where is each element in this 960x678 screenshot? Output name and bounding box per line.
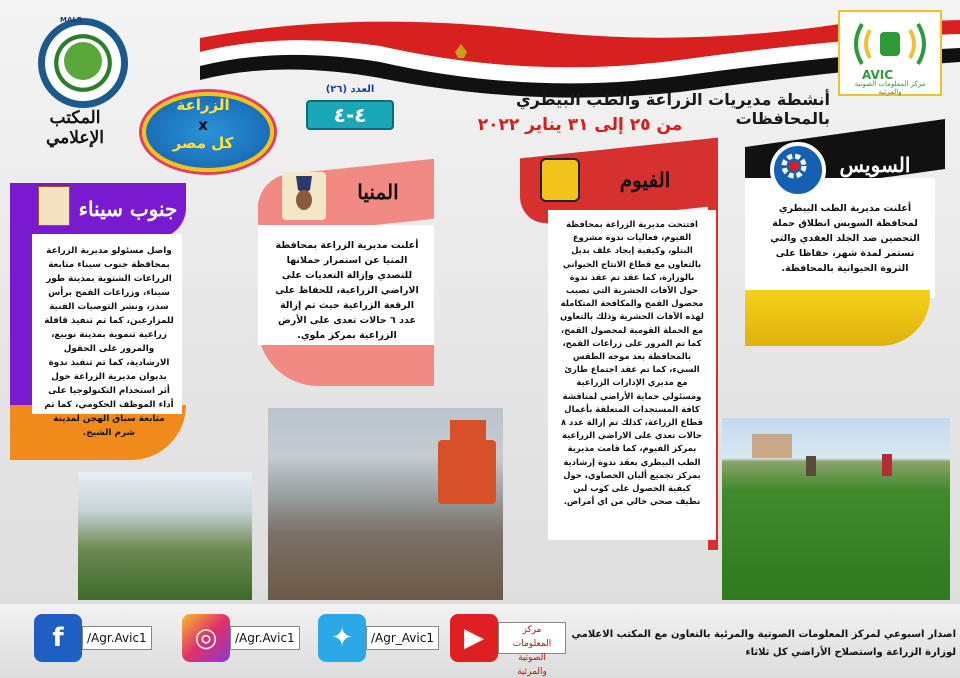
minya-card-text: أعلنت مديرية الزراعة بمحافظة المنيا عن استمرار حملاتها للتصدي وإزالة التعديات على الاراضي الزراعية، للحفاظ على الرقعة الزراعية حيث تم إزالة عدد ٦ حالات تعدى على الأرض الزراعية بمركز ملوي. xyxy=(266,232,428,322)
media-office-label: المكتب الإعلامي xyxy=(46,108,104,148)
sinai-greenhouse-photo xyxy=(78,472,252,600)
facebook-icon[interactable]: f xyxy=(34,614,82,662)
avic-caption: مركز المعلومات الصوتية والمرئية xyxy=(854,80,926,96)
twitter-handle[interactable]: /Agr_Avic1 xyxy=(366,626,439,650)
youtube-icon[interactable]: ▶ xyxy=(450,614,498,662)
fayoum-emblem-icon xyxy=(540,158,580,202)
bulldozer xyxy=(438,440,496,504)
date-range: من ٢٥ إلى ٣١ يناير ٢٠٢٢ xyxy=(477,115,683,135)
suez-card-text: أعلنت مديرية الطب البيطري لمحافظة السويس انطلاق حملة التحصين ضد الجلد العقدي والتي تستمر لمدة شهر، حفاظا على الثروة الحيوانية بالمحافظة. xyxy=(770,203,920,274)
instagram-handle[interactable]: /Agr.Avic1 xyxy=(230,626,300,650)
fayoum-card-title: الفيوم xyxy=(619,168,671,192)
slogan-line-1: الزراعة xyxy=(176,96,230,114)
nefertiti-emblem-icon xyxy=(282,172,326,220)
fayoum-card-text: افتتحت مديرية الزراعة بمحافظة الفيوم، فعاليات ندوة مشروع البتلو، وكيفية إيجاد علف بديل بالتعاون مع قطاع الانتاج الحيواني بالوزارة، كما عقد تم عقد ندوة حول الآفات الحشرية التي تصيب محصول القمح والمكافحة المتكاملة لهذه الآفات الحشرية وذلك بالتعاون مع الحملة القومية لمحصول القمح، كما تم المرور على زراعات القمح، بالمحافظة بعد موجه الطقس السيء، كما تم عقد اجتماع طارئ مع مديري الإدارات الزراعية ومسئولي حماية الأراضي لمناقشة كافة المستجدات المتعلقة بأعمال قطاع الزراعة، كذلك تم إزالة عدد ٨ حالات تعدي على الاراضي الزراعية بمركز الفيوم، كما قامت مديرية الطب البيطري بعقد ندوة إرشادية بمركز تجميع ألبان الحصاوي، حول كيفية الحصول على كوب لبن نظيف صحي خالي من اي أمراض. xyxy=(552,212,712,537)
slogan-line-2: x xyxy=(198,116,208,134)
suez-card-title: السويس xyxy=(839,153,911,177)
issue-label: العدد (٢٦) xyxy=(325,84,375,95)
facebook-handle[interactable]: /Agr.Avic1 xyxy=(82,626,152,650)
sinai-card-text: واصل مسئولو مديرية الزراعة بمحافظة جنوب سيناء متابعة الزراعات الشتوية بمدينة طور سيناء، وزراعات القمح برأس سدر، ونشر التوصيات الفنية للمزارعين، كما تم تنفيذ قافلة زراعية تنموية بمدينة نويبع، والمرور على الحقول الارشادية، كما تم تنفيذ ندوة بديوان مديرية الزراعة حول أثر استخدام التكنولوجيا على أداء الموظف الحكومي، كما تم متابعة سباق الهجن لمدينة شرم الشيخ. xyxy=(36,238,182,413)
publication-note: اصدار اسبوعي لمركز المعلومات الصوتية والمرئية بالتعاون مع المكتب الاعلامي لوزارة الزراعة واستصلاح الأراضي كل ثلاثاء xyxy=(571,629,956,658)
broadcast-icon xyxy=(840,12,940,72)
slogan-line-3: كل مصر xyxy=(172,134,234,152)
instagram-icon[interactable]: ◎ xyxy=(182,614,230,662)
issue-number-badge: ٤-٤ xyxy=(306,100,394,130)
twitter-icon[interactable]: ✦ xyxy=(318,614,366,662)
sinai-card-title: جنوب سيناء xyxy=(78,197,178,221)
youtube-caption[interactable]: مركز المعلومات الصوتية والمرئية xyxy=(498,622,566,654)
suez-wheat-field-photo xyxy=(722,418,950,600)
ministry-logo-text: MALR xyxy=(60,16,83,24)
ministry-logo xyxy=(38,18,128,108)
suez-gear-logo-icon xyxy=(770,142,826,198)
page-title: أنشطة مديريات الزراعة والطب البيطري بالمحافظات xyxy=(515,90,830,128)
minya-card-title: المنيا xyxy=(357,180,399,204)
sinai-emblem-icon xyxy=(38,186,70,226)
avic-logo-text: AVIC xyxy=(862,68,894,82)
